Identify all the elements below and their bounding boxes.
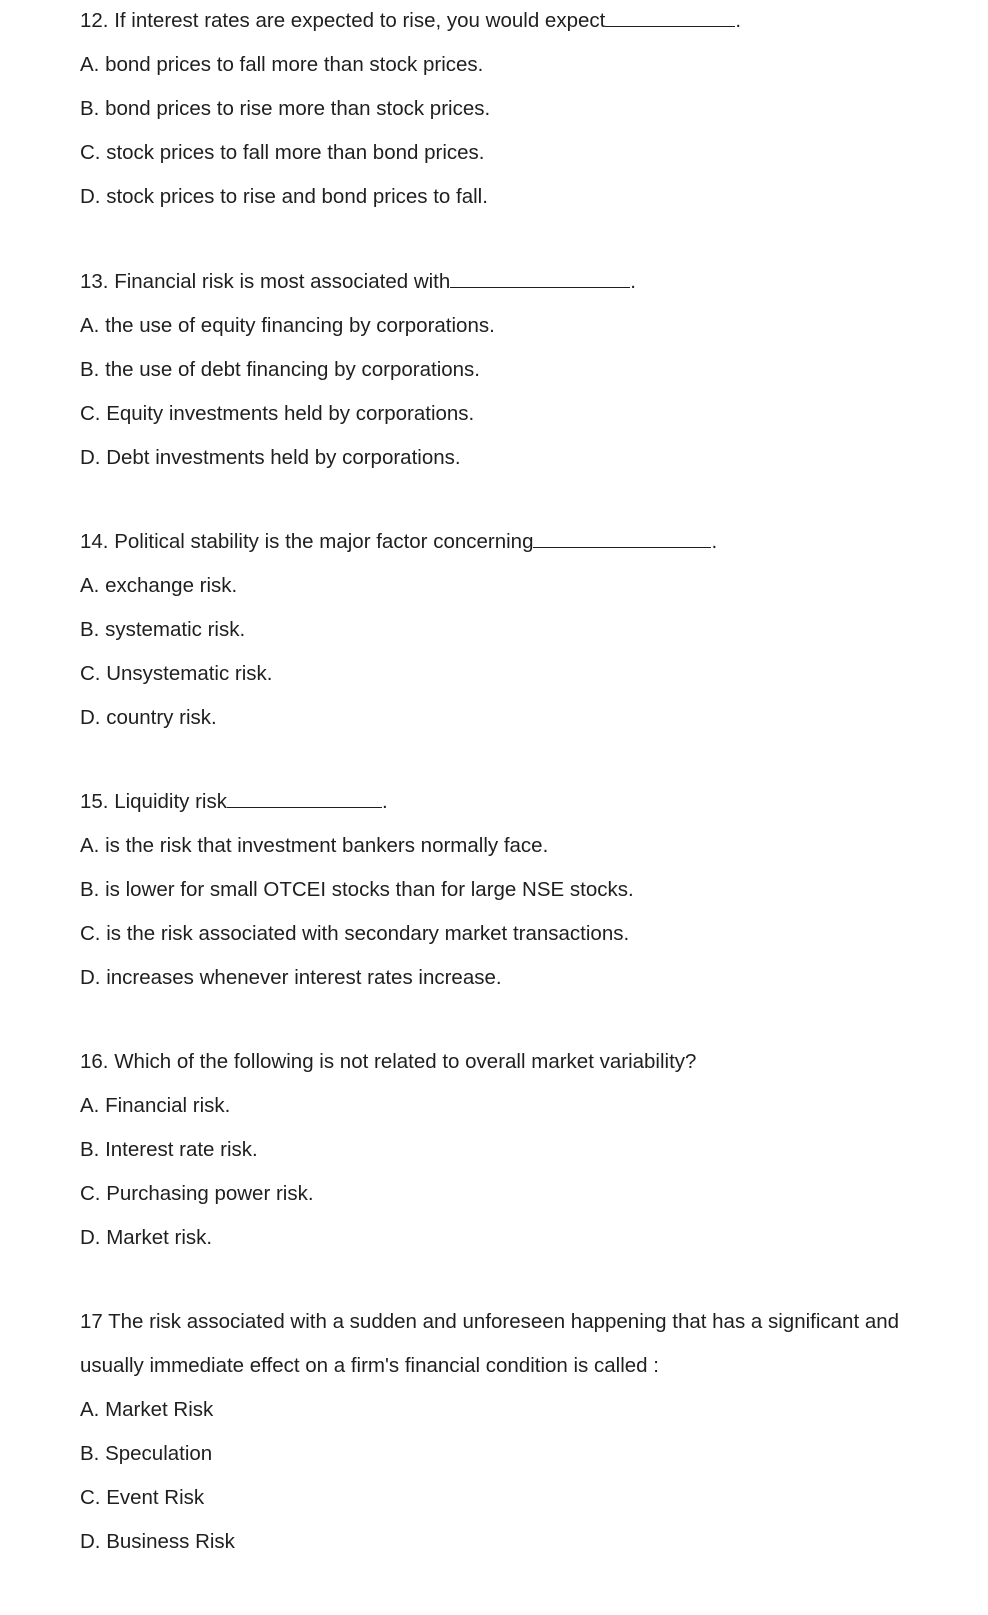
option-d: D. increases whenever interest rates increase. bbox=[80, 966, 502, 989]
option-d: D. stock prices to rise and bond prices to fall. bbox=[80, 185, 488, 208]
question-stem bbox=[80, 260, 980, 304]
option-b: B. is lower for small OTCEI stocks than for large NSE stocks. bbox=[80, 878, 634, 901]
stem-end: . bbox=[711, 530, 718, 553]
option-d: D. Business Risk bbox=[80, 1530, 235, 1553]
option-c: C. Purchasing power risk. bbox=[80, 1182, 314, 1205]
option-a: A. the use of equity financing by corporations. bbox=[80, 314, 495, 337]
question-stem: 16. Which of the following is not related to overall market variability? bbox=[80, 1050, 697, 1073]
option-b: B. bond prices to rise more than stock prices. bbox=[80, 97, 491, 120]
option-b: B. the use of debt financing by corporations. bbox=[80, 358, 481, 381]
question-13 bbox=[80, 260, 980, 480]
question-12 bbox=[80, 0, 980, 219]
question-stem bbox=[80, 780, 980, 824]
question-stem bbox=[80, 0, 980, 43]
question-14 bbox=[80, 520, 980, 740]
answer-blank bbox=[605, 8, 735, 27]
stem-end: . bbox=[381, 790, 388, 813]
question-text: 14. Political stability is the major factor concerning bbox=[80, 530, 534, 553]
question-stem-line-1: 17 The risk associated with a sudden and unforeseen happening that has a significant and bbox=[80, 1310, 900, 1333]
stem-end: . bbox=[630, 270, 636, 293]
option-a: A. bond prices to fall more than stock prices. bbox=[80, 53, 484, 76]
question-17 bbox=[80, 1300, 980, 1564]
answer-blank bbox=[227, 789, 382, 808]
option-a: A. is the risk that investment bankers normally face. bbox=[80, 834, 549, 857]
question-text: 15. Liquidity risk bbox=[80, 790, 227, 813]
option-c: C. stock prices to fall more than bond prices. bbox=[80, 141, 485, 164]
question-text: 12. If interest rates are expected to rise, you would expect bbox=[80, 9, 606, 32]
question-text: 13. Financial risk is most associated with bbox=[80, 270, 451, 293]
question-stem-line-2: usually immediate effect on a firm's financial condition is called : bbox=[80, 1354, 659, 1377]
option-d: D. country risk. bbox=[80, 706, 217, 729]
option-c: C. Equity investments held by corporations. bbox=[80, 402, 475, 425]
option-b: B. Speculation bbox=[80, 1442, 213, 1465]
option-c: C. is the risk associated with secondary market transactions. bbox=[80, 922, 630, 945]
option-c: C. Event Risk bbox=[80, 1486, 205, 1509]
option-b: B. Interest rate risk. bbox=[80, 1138, 258, 1161]
option-d: D. Market risk. bbox=[80, 1226, 213, 1249]
answer-blank bbox=[533, 529, 711, 548]
answer-blank bbox=[450, 269, 630, 288]
option-a: A. Market Risk bbox=[80, 1398, 214, 1421]
option-b: B. systematic risk. bbox=[80, 618, 246, 641]
question-16 bbox=[80, 1040, 980, 1260]
question-15 bbox=[80, 780, 980, 1000]
stem-end: . bbox=[735, 9, 742, 32]
option-d: D. Debt investments held by corporations. bbox=[80, 446, 461, 469]
question-stem bbox=[80, 520, 980, 564]
option-a: A. Financial risk. bbox=[80, 1094, 231, 1117]
option-a: A. exchange risk. bbox=[80, 574, 238, 597]
option-c: C. Unsystematic risk. bbox=[80, 662, 273, 685]
